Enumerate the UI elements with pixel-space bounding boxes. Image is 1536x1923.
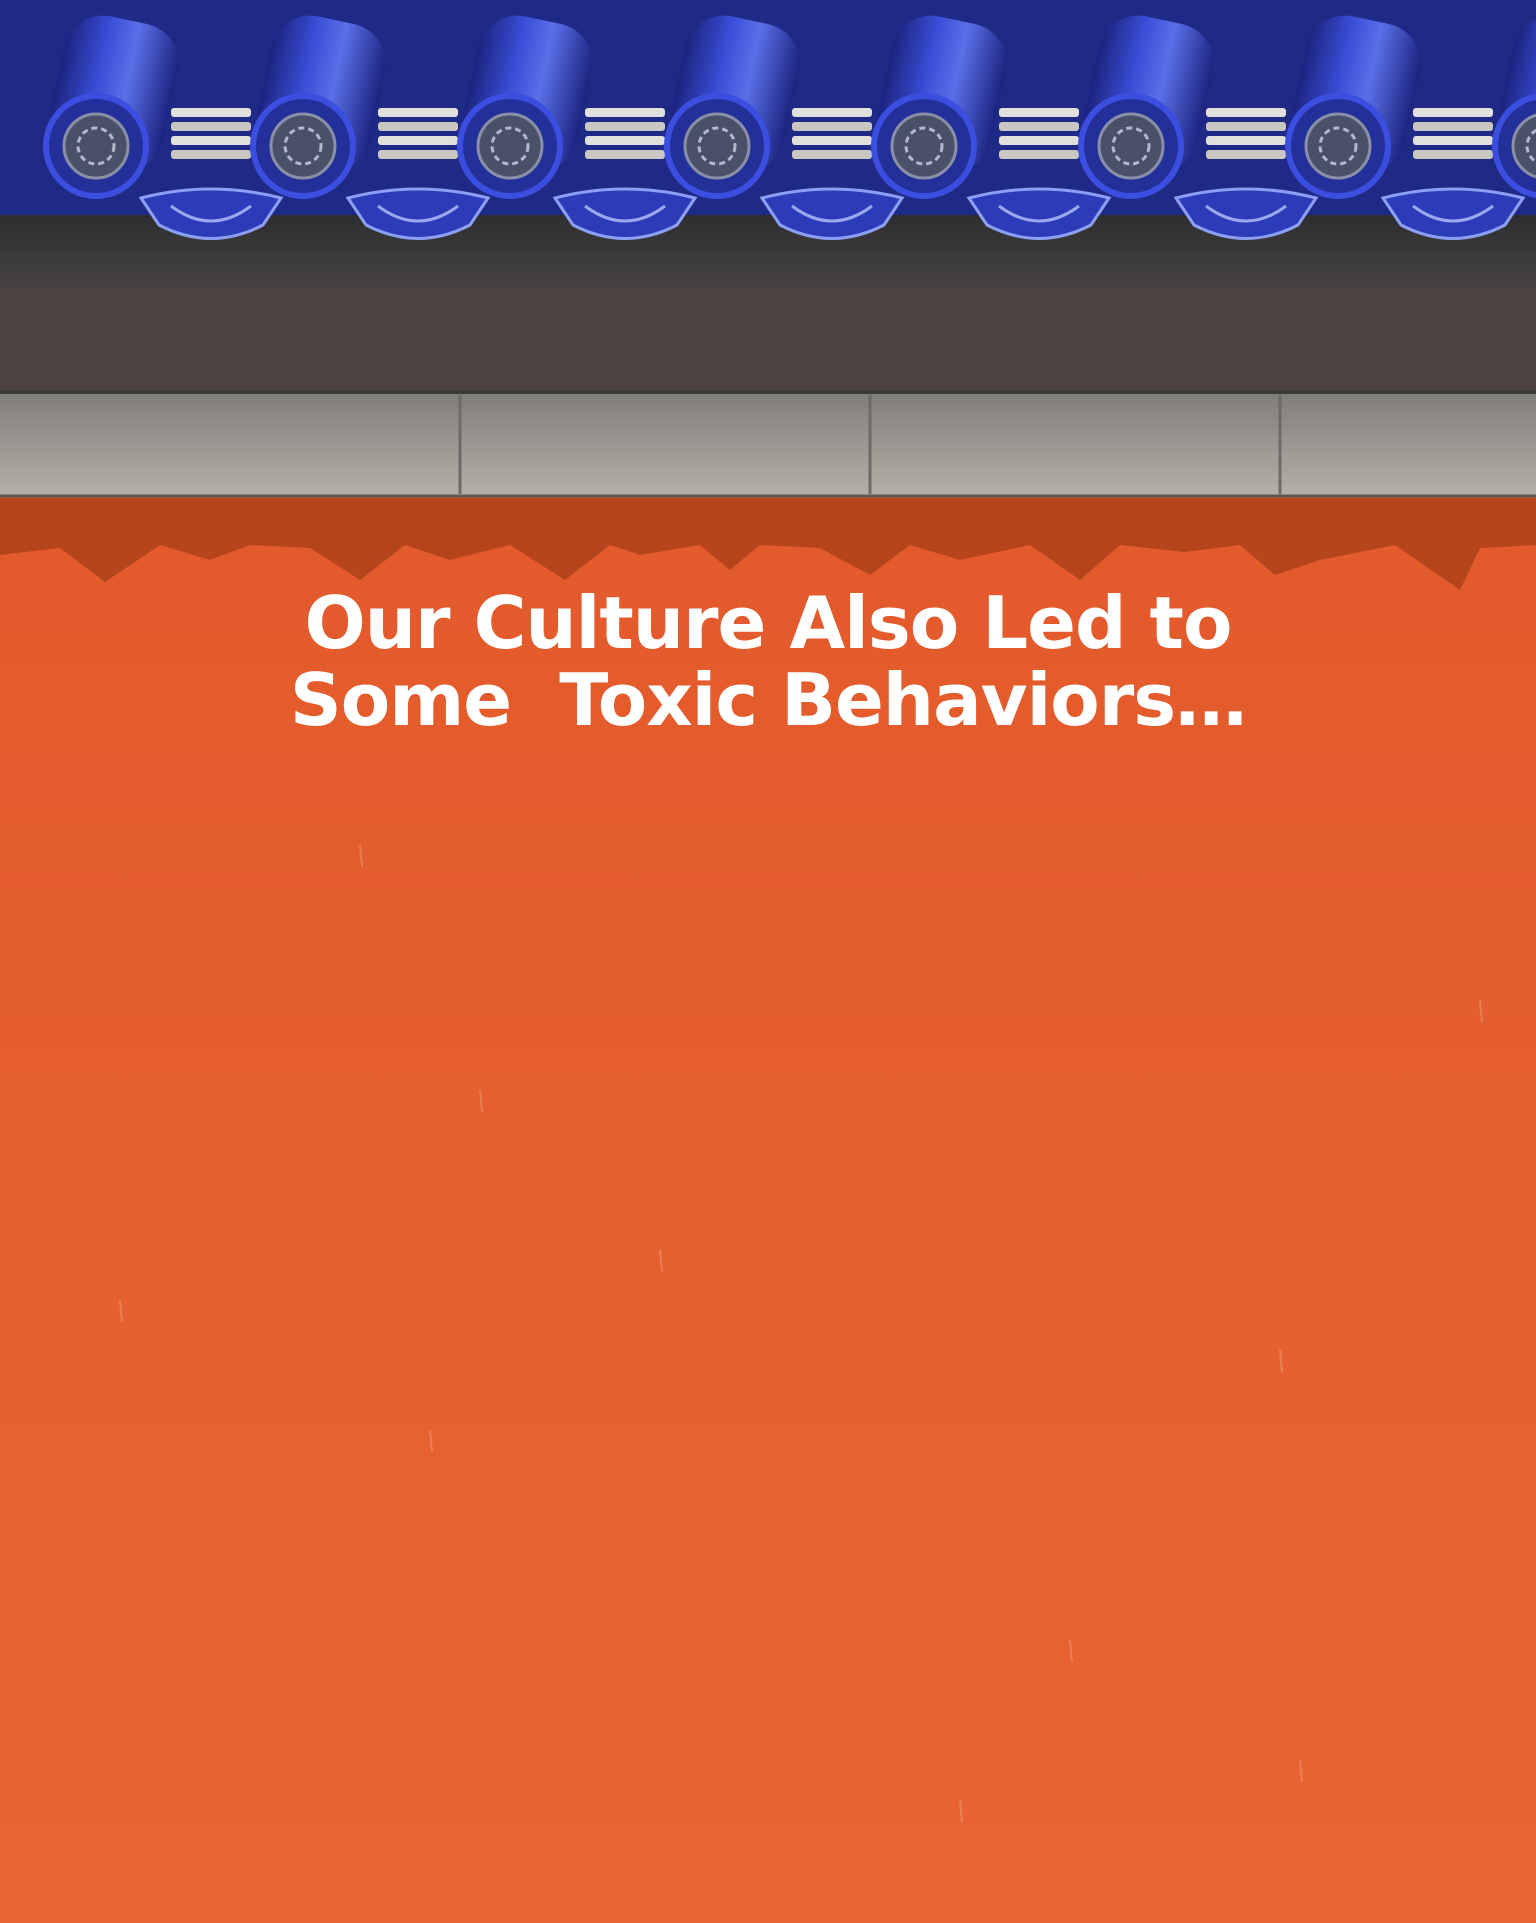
silver-tile-stripe bbox=[378, 108, 458, 117]
silver-tile-stripe bbox=[1206, 150, 1286, 159]
silver-tile-stripe bbox=[792, 136, 872, 145]
silver-tile-stripe bbox=[1413, 122, 1493, 131]
dragon-medallion-icon bbox=[271, 114, 335, 178]
dragon-medallion-icon bbox=[685, 114, 749, 178]
silver-tile-stripe bbox=[585, 108, 665, 117]
silver-tile-stripe bbox=[999, 108, 1079, 117]
silver-tile-stripe bbox=[171, 136, 251, 145]
silver-tile-stripe bbox=[999, 150, 1079, 159]
silver-tile-stripe bbox=[585, 136, 665, 145]
silver-tile-stripe bbox=[999, 136, 1079, 145]
stone-cornice bbox=[0, 392, 1536, 496]
silver-tile-stripe bbox=[792, 150, 872, 159]
silver-tile-stripe bbox=[171, 108, 251, 117]
headline-line-1: Our Culture Also Led to bbox=[304, 581, 1232, 665]
silver-tile-stripe bbox=[1413, 136, 1493, 145]
silver-tile-stripe bbox=[1413, 150, 1493, 159]
headline-line-2: Some Toxic Behaviors… bbox=[289, 658, 1247, 742]
silver-tile-stripe bbox=[171, 150, 251, 159]
silver-tile-stripe bbox=[1206, 136, 1286, 145]
silver-tile-stripe bbox=[585, 122, 665, 131]
silver-tile-stripe bbox=[585, 150, 665, 159]
silver-tile-stripe bbox=[378, 136, 458, 145]
silver-tile-stripe bbox=[792, 122, 872, 131]
silver-tile-stripe bbox=[999, 122, 1079, 131]
dragon-medallion-icon bbox=[892, 114, 956, 178]
silver-tile-stripe bbox=[171, 122, 251, 131]
silver-tile-stripe bbox=[792, 108, 872, 117]
silver-tile-stripe bbox=[378, 122, 458, 131]
dragon-medallion-icon bbox=[64, 114, 128, 178]
headline bbox=[0, 581, 1536, 742]
dragon-medallion-icon bbox=[478, 114, 542, 178]
silver-tile-stripe bbox=[1206, 108, 1286, 117]
dragon-medallion-icon bbox=[1099, 114, 1163, 178]
silver-tile-stripe bbox=[378, 150, 458, 159]
silver-tile-stripe bbox=[1206, 122, 1286, 131]
silver-tile-stripe bbox=[1413, 108, 1493, 117]
dragon-medallion-icon bbox=[1306, 114, 1370, 178]
